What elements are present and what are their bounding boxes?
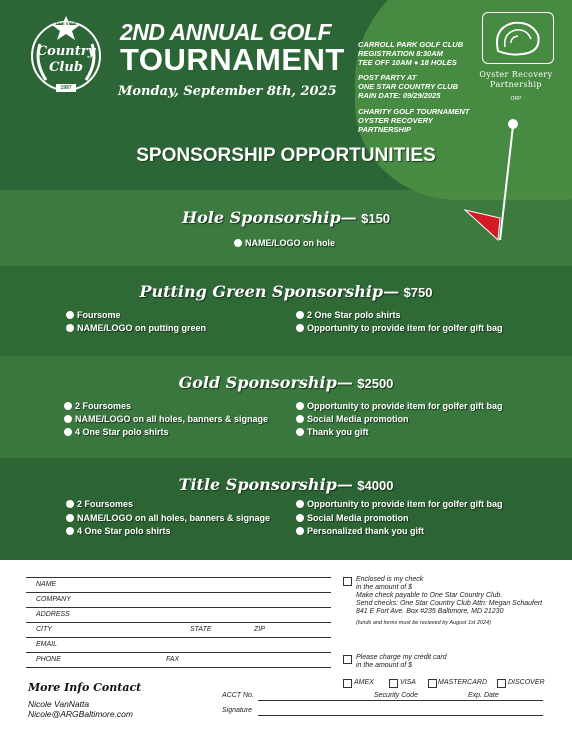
orp-abbr: ORP — [510, 96, 522, 102]
list-item — [64, 400, 131, 412]
list-item — [234, 237, 335, 249]
sponsorship-price: $2500 — [357, 376, 394, 391]
party-info — [358, 73, 458, 100]
check-line-2: in the amount of $ — [356, 584, 413, 591]
item-text: Opportunity to provide item for golfer gift bag — [307, 323, 503, 333]
visa-checkbox[interactable] — [389, 679, 398, 688]
charity-name-line-2: PARTNERSHIP — [358, 125, 412, 134]
sponsorship-name: Title Sponsorship— — [178, 475, 353, 494]
city-label: CITY — [36, 626, 52, 633]
item-text: 2 Foursomes — [77, 499, 134, 509]
mastercard-checkbox[interactable] — [428, 679, 437, 688]
bullet-icon — [296, 311, 304, 319]
signature-field[interactable] — [258, 715, 543, 716]
list-item — [296, 400, 503, 412]
send-note: Send checks: One Star Country Club Attn: Megan Schaufert 841 E Fort Ave. Box #235 Baltimore, MD 21230 — [356, 600, 543, 615]
golf-flag-icon — [460, 118, 520, 248]
item-text: NAME/LOGO on all holes, banners & signage — [77, 513, 271, 523]
sponsorship-price: $4000 — [357, 478, 394, 493]
security-label: Security Code — [374, 692, 418, 699]
list-item — [64, 426, 169, 438]
state-label: STATE — [190, 626, 212, 633]
item-text: NAME/LOGO on all holes, banners & signage — [75, 414, 269, 424]
bullet-icon — [64, 402, 72, 410]
orp-name-line-2: Partnership — [490, 80, 542, 89]
amex-checkbox[interactable] — [343, 679, 352, 688]
title-line-1: 2ND ANNUAL GOLF — [120, 19, 331, 45]
item-text: Social Media promotion — [307, 513, 409, 523]
venue-line: CARROLL PARK GOLF CLUB — [358, 40, 464, 49]
fax-label: FAX — [166, 656, 180, 663]
title-line-2: TOURNAMENT — [120, 42, 345, 77]
bullet-icon — [296, 402, 304, 410]
bullet-icon — [64, 415, 72, 423]
item-text: Personalized thank you gift — [307, 526, 425, 536]
sponsorship-heading: SPONSORSHIP OPPORTUNITIES — [136, 145, 436, 166]
sponsorship-name: Hole Sponsorship— — [181, 208, 357, 227]
bullet-icon — [66, 324, 74, 332]
event-date: Monday, September 8th, 2025 — [118, 84, 337, 99]
list-item — [64, 413, 268, 425]
check-checkbox[interactable] — [343, 577, 352, 586]
orp-name — [460, 70, 572, 90]
phone-label: PHONE — [36, 656, 61, 663]
email-field[interactable] — [26, 652, 331, 653]
sponsorship-name: Putting Green Sponsorship— — [139, 282, 400, 301]
signature-label: Signature — [222, 707, 252, 714]
card-line-1: Please charge my credit card — [356, 654, 447, 661]
logo-star-text: ONE STAR — [55, 21, 77, 26]
party-line: POST PARTY AT — [358, 73, 417, 82]
address-field[interactable] — [26, 622, 331, 623]
company-field[interactable] — [26, 607, 331, 608]
bullet-icon — [296, 415, 304, 423]
registration-line: REGISTRATION 8:30AM — [358, 49, 443, 58]
card-text — [356, 654, 447, 670]
company-label: COMPANY — [36, 596, 71, 603]
bullet-icon — [234, 239, 242, 247]
exp-label: Exp. Date — [468, 692, 499, 699]
zip-label: ZIP — [254, 626, 265, 633]
payable-note: Make check payable to One Star Country Club. — [356, 592, 503, 599]
bullet-icon — [296, 514, 304, 522]
bullet-icon — [296, 324, 304, 332]
form-divider — [26, 577, 331, 578]
item-text: 4 One Star polo shirts — [75, 427, 169, 437]
putting-sponsorship-title — [0, 282, 572, 302]
card-checkbox[interactable] — [343, 655, 352, 664]
logo-year-text: 1997 — [60, 85, 72, 91]
charity-name-line-1: OYSTER RECOVERY — [358, 116, 433, 125]
email-label: EMAIL — [36, 641, 58, 648]
sponsorship-price: $150 — [361, 211, 391, 226]
contact-email[interactable]: Nicole@ARGBaltimore.com — [28, 709, 133, 719]
acct-label: ACCT No. — [222, 692, 254, 699]
list-item — [296, 512, 409, 524]
logo-country-text: Country — [36, 44, 96, 59]
item-text: Social Media promotion — [307, 414, 409, 424]
contact-title: More Info Contact — [28, 681, 142, 694]
list-item — [296, 426, 369, 438]
list-item — [296, 309, 401, 321]
bullet-icon — [66, 500, 74, 508]
tee-off-line: TEE OFF 10AM ● 18 HOLES — [358, 58, 457, 67]
hole-sponsorship-title — [0, 208, 572, 228]
mastercard-label: MASTERCARD — [438, 679, 488, 686]
list-item — [66, 498, 133, 510]
city-field[interactable] — [26, 637, 331, 638]
contact-name: Nicole VanNatta — [28, 699, 90, 709]
bullet-icon — [296, 428, 304, 436]
deadline-note: (funds and forms must be recieved by August 1st 2024) — [356, 620, 491, 626]
logo-club-text: Club — [49, 60, 83, 75]
acct-field[interactable] — [258, 700, 543, 701]
charity-line: CHARITY GOLF TOURNAMENT — [358, 107, 470, 116]
bullet-icon — [66, 514, 74, 522]
bullet-icon — [66, 527, 74, 535]
check-line-1: Enclosed is my check — [356, 576, 424, 583]
name-label: NAME — [36, 581, 57, 588]
list-item — [296, 322, 503, 334]
charity-info — [358, 107, 469, 134]
venue-info — [358, 40, 463, 67]
item-text: 2 Foursomes — [75, 401, 132, 411]
item-text: Opportunity to provide item for golfer gift bag — [307, 499, 503, 509]
card-line-2: in the amount of $ — [356, 662, 413, 669]
item-text: 2 One Star polo shirts — [307, 310, 401, 320]
rain-date-line: RAIN DATE: 09/29/2025 — [358, 91, 441, 100]
sponsorship-name: Gold Sponsorship— — [178, 373, 353, 392]
discover-checkbox[interactable] — [497, 679, 506, 688]
gold-sponsorship-title — [0, 373, 572, 393]
item-text: NAME/LOGO on putting green — [77, 323, 206, 333]
bullet-icon — [64, 428, 72, 436]
list-item — [66, 322, 206, 334]
bullet-icon — [66, 311, 74, 319]
phone-field[interactable] — [26, 667, 331, 668]
check-text — [356, 576, 546, 627]
title-sponsorship-title — [0, 475, 572, 495]
list-item — [296, 525, 424, 537]
party-venue-line: ONE STAR COUNTRY CLUB — [358, 82, 459, 91]
amex-label: AMEX — [354, 679, 374, 686]
item-text: 4 One Star polo shirts — [77, 526, 171, 536]
orp-name-line-1: Oyster Recovery — [479, 70, 553, 79]
discover-label: DISCOVER — [508, 679, 545, 686]
orp-logo-icon — [482, 12, 554, 64]
list-item — [66, 512, 270, 524]
item-text: NAME/LOGO on hole — [245, 238, 335, 248]
bullet-icon — [296, 527, 304, 535]
list-item — [66, 525, 171, 537]
sponsorship-price: $750 — [403, 285, 433, 300]
visa-label: VISA — [400, 679, 416, 686]
list-item — [296, 413, 409, 425]
item-text: Opportunity to provide item for golfer gift bag — [307, 401, 503, 411]
item-text: Thank you gift — [307, 427, 369, 437]
bullet-icon — [296, 500, 304, 508]
name-field[interactable] — [26, 592, 331, 593]
list-item — [296, 498, 503, 510]
item-text: Foursome — [77, 310, 121, 320]
list-item — [66, 309, 121, 321]
address-label: ADDRESS — [36, 611, 70, 618]
